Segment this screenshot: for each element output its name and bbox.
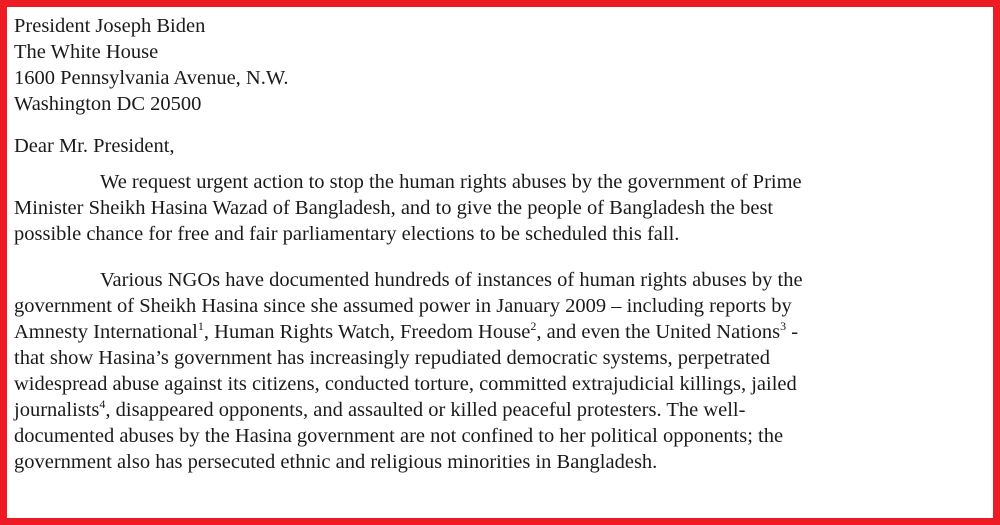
letter-document bbox=[14, 13, 986, 475]
footnote-marker: 2 bbox=[530, 319, 537, 334]
address-line: The White House bbox=[14, 41, 159, 63]
paragraph-ngo-reports bbox=[14, 267, 986, 475]
paragraph-line: government also has persecuted ethnic and religious minorities in Bangladesh. bbox=[14, 451, 658, 473]
text-segment: Amnesty International bbox=[14, 321, 198, 343]
address-line: President Joseph Biden bbox=[14, 15, 206, 37]
salutation: Dear Mr. President, bbox=[14, 135, 175, 157]
text-segment: , Human Rights Watch, Freedom House bbox=[203, 321, 531, 343]
paragraph-line: Various NGOs have documented hundreds of instances of human rights abuses by the bbox=[100, 269, 803, 291]
paragraph-line: widespread abuse against its citizens, conducted torture, committed extrajudicial killings, jailed bbox=[14, 373, 797, 395]
address-line: Washington DC 20500 bbox=[14, 93, 202, 115]
text-segment: - bbox=[786, 321, 799, 343]
paragraph-line: Minister Sheikh Hasina Wazad of Bangladesh, and to give the people of Bangladesh the best bbox=[14, 197, 774, 219]
recipient-address bbox=[14, 13, 986, 117]
footnote-marker: 4 bbox=[99, 397, 106, 412]
red-border-frame bbox=[7, 7, 993, 518]
paragraph-line bbox=[14, 319, 986, 345]
paragraph-line: documented abuses by the Hasina government are not confined to her political opponents; the bbox=[14, 425, 784, 447]
paragraph-line bbox=[14, 397, 986, 423]
paragraph-line: that show Hasina’s government has increasingly repudiated democratic systems, perpetrated bbox=[14, 347, 770, 369]
address-line: 1600 Pennsylvania Avenue, N.W. bbox=[14, 67, 289, 89]
footnote-marker: 1 bbox=[197, 319, 204, 334]
paragraph-line: possible chance for free and fair parliamentary elections to be scheduled this fall. bbox=[14, 223, 680, 245]
paragraph-line: We request urgent action to stop the human rights abuses by the government of Prime bbox=[100, 171, 802, 193]
text-segment: , disappeared opponents, and assaulted or killed peaceful protesters. The well- bbox=[105, 399, 746, 421]
paragraph-request bbox=[14, 169, 986, 247]
text-segment: , and even the United Nations bbox=[536, 321, 781, 343]
text-segment: journalists bbox=[14, 399, 100, 421]
paragraph-line: government of Sheikh Hasina since she assumed power in January 2009 – including reports by bbox=[14, 295, 792, 317]
footnote-marker: 3 bbox=[780, 319, 787, 334]
